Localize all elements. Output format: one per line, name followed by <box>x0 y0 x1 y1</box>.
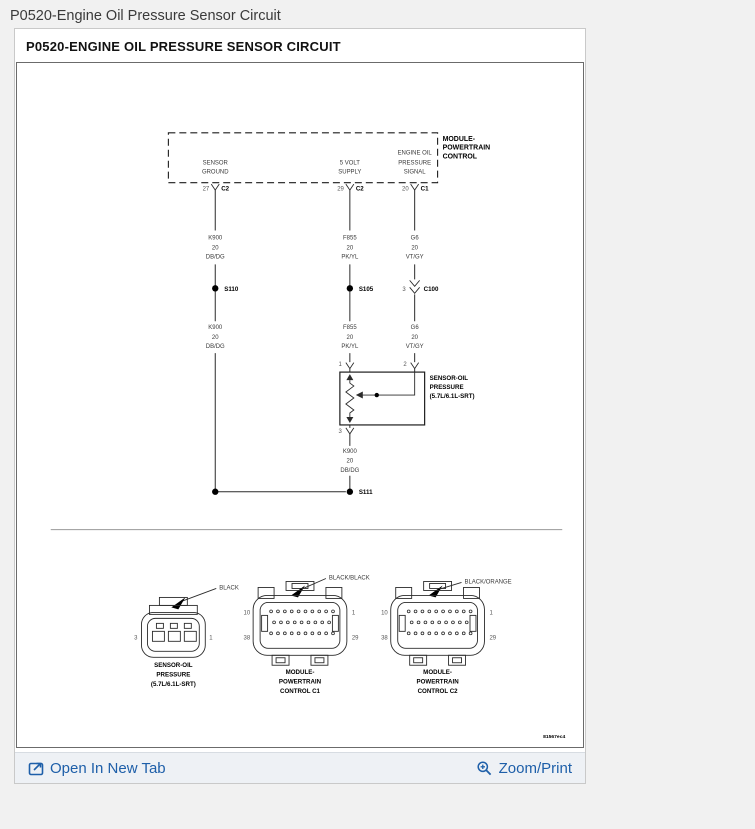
connector-name-line: SENSOR-OIL <box>154 662 193 670</box>
connector-ref: C1 <box>420 185 429 193</box>
pin-number: 38 <box>381 635 388 642</box>
wire-circuit: K900 <box>342 448 357 455</box>
connector-name-line: POWERTRAIN <box>278 678 322 686</box>
connector-callout: BLACK/BLACK <box>328 575 370 582</box>
sensor-label-line: (5.7L/6.1L-SRT) <box>429 393 475 401</box>
splice-s111 <box>212 489 373 497</box>
splice-s110 <box>212 285 239 293</box>
pcm-label-line: MODULE- <box>442 135 476 143</box>
pin-number: 10 <box>243 610 251 617</box>
pin-number: 10 <box>381 610 388 617</box>
pin-number: 29 <box>351 635 359 642</box>
terminal-label: GROUND <box>201 169 229 176</box>
terminal-label: SUPPLY <box>338 169 362 176</box>
wire-gauge: 20 <box>211 245 219 252</box>
wiring-diagram-svg <box>17 63 583 747</box>
terminal-label: 5 VOLT <box>339 160 360 167</box>
wire-gauge: 20 <box>346 458 354 465</box>
open-in-new-tab-label: Open In New Tab <box>50 759 166 777</box>
splice-label: S110 <box>224 285 239 293</box>
card-heading: P0520-ENGINE OIL PRESSURE SENSOR CIRCUIT <box>26 39 341 54</box>
connector-ref: C2 <box>355 185 364 193</box>
wiring-diagram-panel <box>16 62 584 748</box>
wire-color: PK/YL <box>341 254 359 261</box>
pin-number: 38 <box>243 635 251 642</box>
pin-number: 2 <box>403 362 407 369</box>
wire-labels-lower <box>206 325 424 350</box>
connector-callout: BLACK <box>219 585 239 592</box>
connector-label: C100 <box>423 285 439 293</box>
splice-s105 <box>347 285 374 293</box>
pin-number: 29 <box>337 186 344 193</box>
wire-color: DB/DG <box>205 344 225 351</box>
connector-name-line: POWERTRAIN <box>416 678 459 686</box>
wire-gauge: 20 <box>346 245 354 252</box>
inline-connector-c100 <box>402 280 439 293</box>
page-title: P0520-Engine Oil Pressure Sensor Circuit <box>10 8 281 24</box>
pin-number: 3 <box>402 286 406 293</box>
connector-name-line: (5.7L/6.1L-SRT) <box>150 681 196 689</box>
wire-color: PK/YL <box>341 344 359 351</box>
wire-gauge: 20 <box>411 335 418 342</box>
open-in-new-tab-icon <box>28 760 44 776</box>
pcm-label-line: CONTROL <box>442 153 478 161</box>
pin-number: 1 <box>209 635 213 642</box>
zoom-print-icon <box>476 760 493 777</box>
terminal-label: SIGNAL <box>403 169 426 176</box>
wire-labels-upper <box>206 235 424 260</box>
wire-circuit: F855 <box>343 235 357 242</box>
open-in-new-tab-link[interactable] <box>28 760 166 777</box>
wire-gauge: 20 <box>411 245 418 252</box>
wire-gauge: 20 <box>211 335 219 342</box>
pin-number: 27 <box>202 186 210 193</box>
pin-number: 1 <box>351 610 356 617</box>
wire-gauge: 20 <box>346 335 354 342</box>
diagram-card <box>14 28 586 784</box>
wire-circuit: F855 <box>343 325 357 332</box>
splice-label: S111 <box>358 489 373 497</box>
wire-circuit: K900 <box>208 325 223 332</box>
figure-code: 81567ec4 <box>543 734 566 741</box>
pin-number: 3 <box>134 635 138 642</box>
wire-circuit: K900 <box>208 235 223 242</box>
connector-ref: C2 <box>221 185 230 193</box>
wire-color: VT/GY <box>405 344 424 351</box>
terminal-label: PRESSURE <box>398 160 432 167</box>
wire-circuit: G6 <box>410 235 419 242</box>
terminal-label: SENSOR <box>202 160 228 167</box>
wire-color: DB/DG <box>205 254 225 261</box>
wire-circuit: G6 <box>410 325 419 332</box>
pcm-terminal-labels <box>202 151 432 176</box>
wire-color: VT/GY <box>405 254 424 261</box>
viewer-toolbar <box>15 752 585 783</box>
connector-name-line: MODULE- <box>285 669 315 677</box>
connector-name-line: MODULE- <box>423 669 453 677</box>
zoom-print-label: Zoom/Print <box>498 759 572 777</box>
connector-name-line: PRESSURE <box>156 671 191 679</box>
pcm-label-line: POWERTRAIN <box>442 144 491 152</box>
connector-name-line: CONTROL C2 <box>417 688 458 696</box>
wire-lines <box>215 190 414 492</box>
connector-view-pcm-c2 <box>381 579 512 695</box>
pin-number: 20 <box>402 186 409 193</box>
sensor-label-line: PRESSURE <box>429 384 464 392</box>
connector-name-line: CONTROL C1 <box>279 688 321 696</box>
pin-number: 29 <box>489 635 497 642</box>
wire-labels-sensor-ground <box>340 449 359 474</box>
pin-number: 3 <box>338 428 342 435</box>
splice-label: S105 <box>358 285 374 293</box>
oil-pressure-sensor <box>339 362 475 435</box>
connector-callout: BLACK/ORANGE <box>464 579 512 586</box>
pin-number: 1 <box>338 362 342 369</box>
connector-view-pcm-c1 <box>244 575 370 695</box>
sensor-label-line: SENSOR-OIL <box>429 375 469 383</box>
connector-view-sensor <box>134 585 239 688</box>
zoom-print-link[interactable] <box>476 760 572 777</box>
wire-color: DB/DG <box>340 467 360 474</box>
pin-number: 1 <box>489 610 493 617</box>
terminal-label: ENGINE OIL <box>397 150 432 157</box>
pcm-pin-row <box>203 184 429 192</box>
